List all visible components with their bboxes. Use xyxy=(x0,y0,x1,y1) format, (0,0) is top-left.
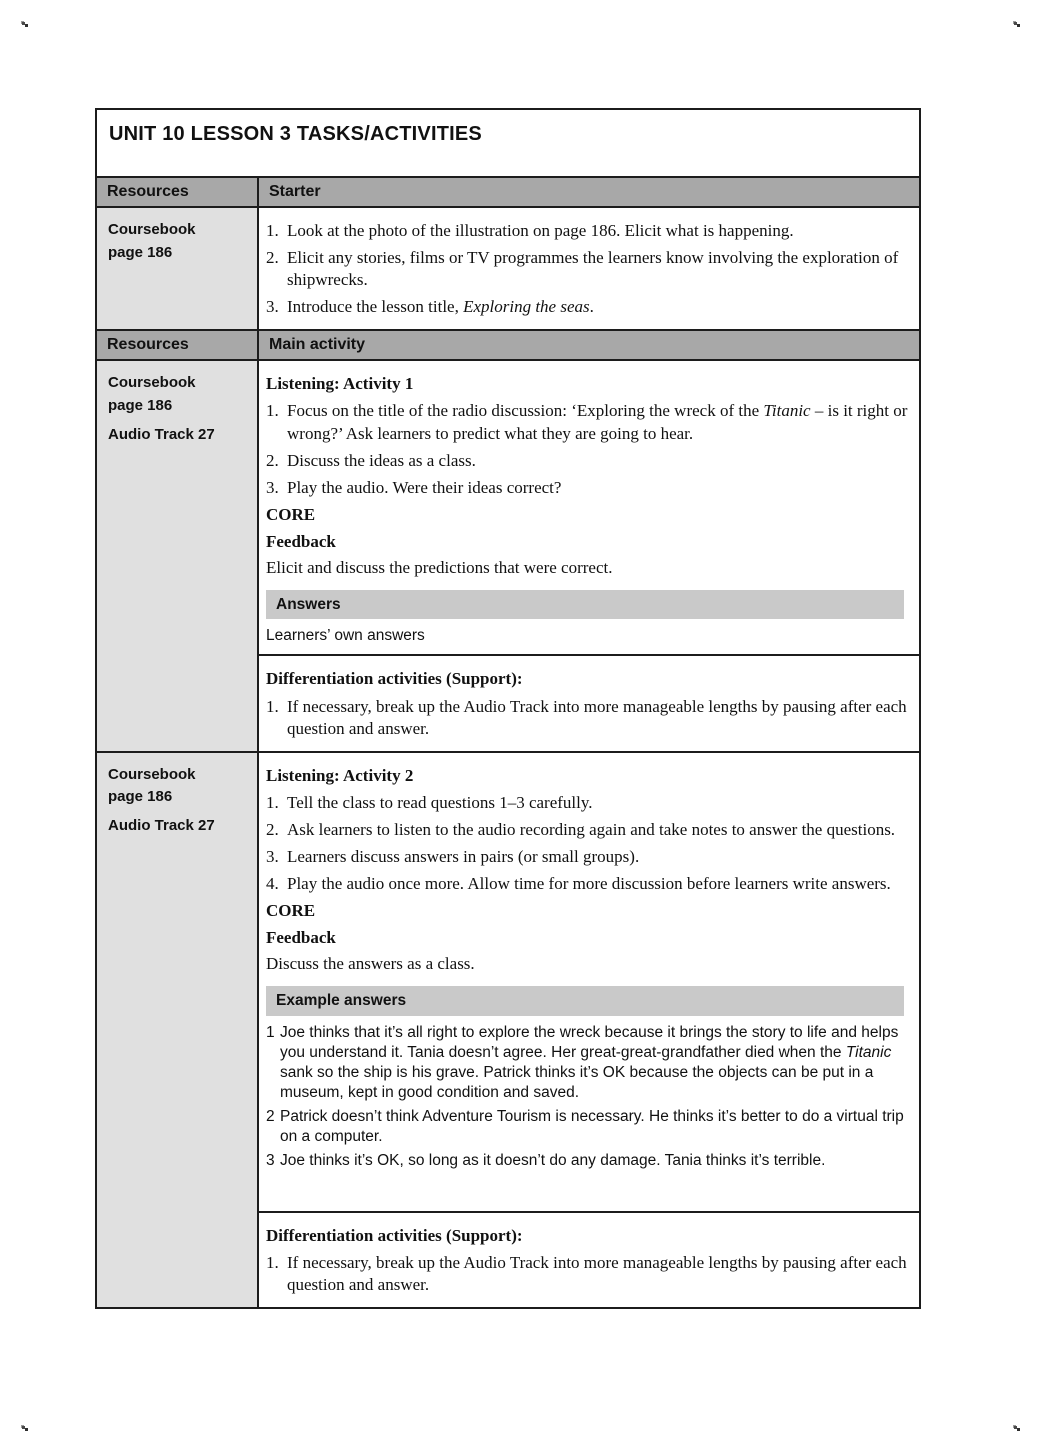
list-item-text: Joe thinks it’s OK, so long as it doesn’t do any damage. Tania thinks it’s terrible. xyxy=(280,1152,826,1170)
title-row xyxy=(96,109,920,177)
lesson-plan-table xyxy=(95,108,921,1309)
list-item-marker: 1 xyxy=(266,1023,275,1041)
activity2-steps-list xyxy=(266,792,909,895)
main-activity-column-header: Main activity xyxy=(258,330,920,360)
list-item xyxy=(266,247,909,291)
activity2-resources-cell xyxy=(96,752,258,1308)
differentiation-list xyxy=(266,696,909,740)
activity-heading: Listening: Activity 1 xyxy=(266,374,414,394)
corner-print-mark xyxy=(1014,1426,1017,1429)
differentiation-heading: Differentiation activities (Support): xyxy=(266,1225,523,1245)
list-item-marker: 3. xyxy=(266,846,279,866)
activity-heading: Listening: Activity 2 xyxy=(266,765,414,785)
list-item xyxy=(266,1151,909,1171)
activity1-content-cell xyxy=(258,360,920,655)
answers-text: Learners’ own answers xyxy=(266,627,425,645)
list-item-text: Ask learners to listen to the audio recording again and take notes to answer the questions. xyxy=(287,819,896,839)
activity2-differentiation-cell xyxy=(258,1212,920,1308)
list-item-text: Joe thinks that it’s all right to explore the wreck because it brings the story to life and helps you understand it. Tania doesn’t agree. Her great-great-grandfather died when the Titanic sank so the ship is his grave. Patrick thinks it’s OK because the objects can be put in a museum, kept in good condition and saved. xyxy=(280,1023,899,1101)
list-item-marker: 2. xyxy=(266,819,279,839)
list-item-marker: 1. xyxy=(266,401,279,421)
activity1-differentiation-cell xyxy=(258,655,920,751)
list-item xyxy=(266,696,909,740)
list-item-text: Look at the photo of the illustration on page 186. Elicit what is happening. xyxy=(287,221,794,240)
list-item-marker: 2 xyxy=(266,1108,275,1126)
list-item-marker: 3. xyxy=(266,477,279,497)
list-item xyxy=(266,400,909,444)
resource-line: Coursebook xyxy=(108,221,196,238)
core-label: CORE xyxy=(266,901,316,921)
list-item-marker: 3 xyxy=(266,1152,275,1170)
page-title: UNIT 10 LESSON 3 TASKS/ACTIVITIES xyxy=(96,109,920,177)
list-item-text: Tell the class to read questions 1–3 carefully. xyxy=(287,792,593,812)
resource-line: page 186 xyxy=(108,788,173,806)
list-item-marker: 2. xyxy=(266,248,279,268)
differentiation-list xyxy=(266,1252,909,1296)
list-item xyxy=(266,1107,909,1147)
list-item xyxy=(266,220,909,242)
resource-line: page 186 xyxy=(108,243,173,261)
starter-steps-list xyxy=(266,220,909,318)
list-item-text: Discuss the ideas as a class. xyxy=(287,450,476,470)
example-answers-list xyxy=(266,1023,909,1172)
list-item xyxy=(266,792,909,814)
activity1-steps-list xyxy=(266,400,909,498)
resources-column-header: Resources xyxy=(96,330,258,360)
list-item xyxy=(266,819,909,841)
starter-column-header: Starter xyxy=(258,177,920,207)
list-item xyxy=(266,1023,909,1104)
list-item-text: If necessary, break up the Audio Track into more manageable lengths by pausing after each question and answer. xyxy=(287,696,907,738)
list-item xyxy=(266,450,909,472)
list-item xyxy=(266,477,909,499)
list-item-marker: 2. xyxy=(266,450,279,470)
main-activity-header-row xyxy=(96,330,920,360)
list-item-text: Focus on the title of the radio discussion: ‘Exploring the wreck of the Titanic – is it right or wrong?’ Ask learners to predict what they are going to hear. xyxy=(287,401,908,443)
list-item-marker: 4. xyxy=(266,874,279,894)
activity2-row xyxy=(96,752,920,1212)
list-item-text: Play the audio. Were their ideas correct? xyxy=(287,477,562,497)
list-item-marker: 3. xyxy=(266,297,279,317)
corner-print-mark xyxy=(22,22,25,25)
list-item-text: Learners discuss answers in pairs (or small groups). xyxy=(287,846,640,866)
starter-header-row xyxy=(96,177,920,207)
list-item-text: Introduce the lesson title, Exploring the seas. xyxy=(287,297,594,317)
list-item-marker: 1. xyxy=(266,1252,279,1272)
list-item-marker: 1. xyxy=(266,792,279,812)
feedback-text: Discuss the answers as a class. xyxy=(266,954,475,974)
resource-line: Coursebook xyxy=(108,374,196,392)
resource-line: Audio Track 27 xyxy=(108,425,215,443)
activity2-content-cell xyxy=(258,752,920,1212)
resource-line: Coursebook xyxy=(108,765,196,783)
resources-column-header: Resources xyxy=(96,177,258,207)
answers-banner: Answers xyxy=(266,590,904,619)
list-item-text: Elicit any stories, films or TV programmes the learners know involving the exploration of shipwrecks. xyxy=(287,248,899,290)
starter-content-cell xyxy=(258,207,920,330)
resource-line: Audio Track 27 xyxy=(108,817,215,835)
feedback-text: Elicit and discuss the predictions that were correct. xyxy=(266,558,613,578)
list-item xyxy=(266,1252,909,1296)
example-answers-banner: Example answers xyxy=(266,986,904,1015)
list-item-marker: 1. xyxy=(266,696,279,716)
activity1-row xyxy=(96,360,920,655)
starter-row xyxy=(96,207,920,330)
feedback-heading: Feedback xyxy=(266,928,336,948)
feedback-heading: Feedback xyxy=(266,531,336,551)
list-item-text: Patrick doesn’t think Adventure Tourism is necessary. He thinks it’s better to do a virtual trip on a computer. xyxy=(280,1108,904,1146)
corner-print-mark xyxy=(22,1426,25,1429)
list-item xyxy=(266,296,909,318)
list-item-text: If necessary, break up the Audio Track into more manageable lengths by pausing after each question and answer. xyxy=(287,1252,907,1294)
starter-resources-cell xyxy=(96,207,258,330)
list-item-text: Play the audio once more. Allow time for more discussion before learners write answers. xyxy=(287,874,891,894)
resource-line: page 186 xyxy=(108,397,173,415)
list-item xyxy=(266,846,909,868)
corner-print-mark xyxy=(1014,22,1017,25)
differentiation-heading: Differentiation activities (Support): xyxy=(266,669,523,689)
core-label: CORE xyxy=(266,504,316,524)
list-item-marker: 1. xyxy=(266,221,279,240)
list-item xyxy=(266,873,909,895)
activity1-resources-cell xyxy=(96,360,258,751)
